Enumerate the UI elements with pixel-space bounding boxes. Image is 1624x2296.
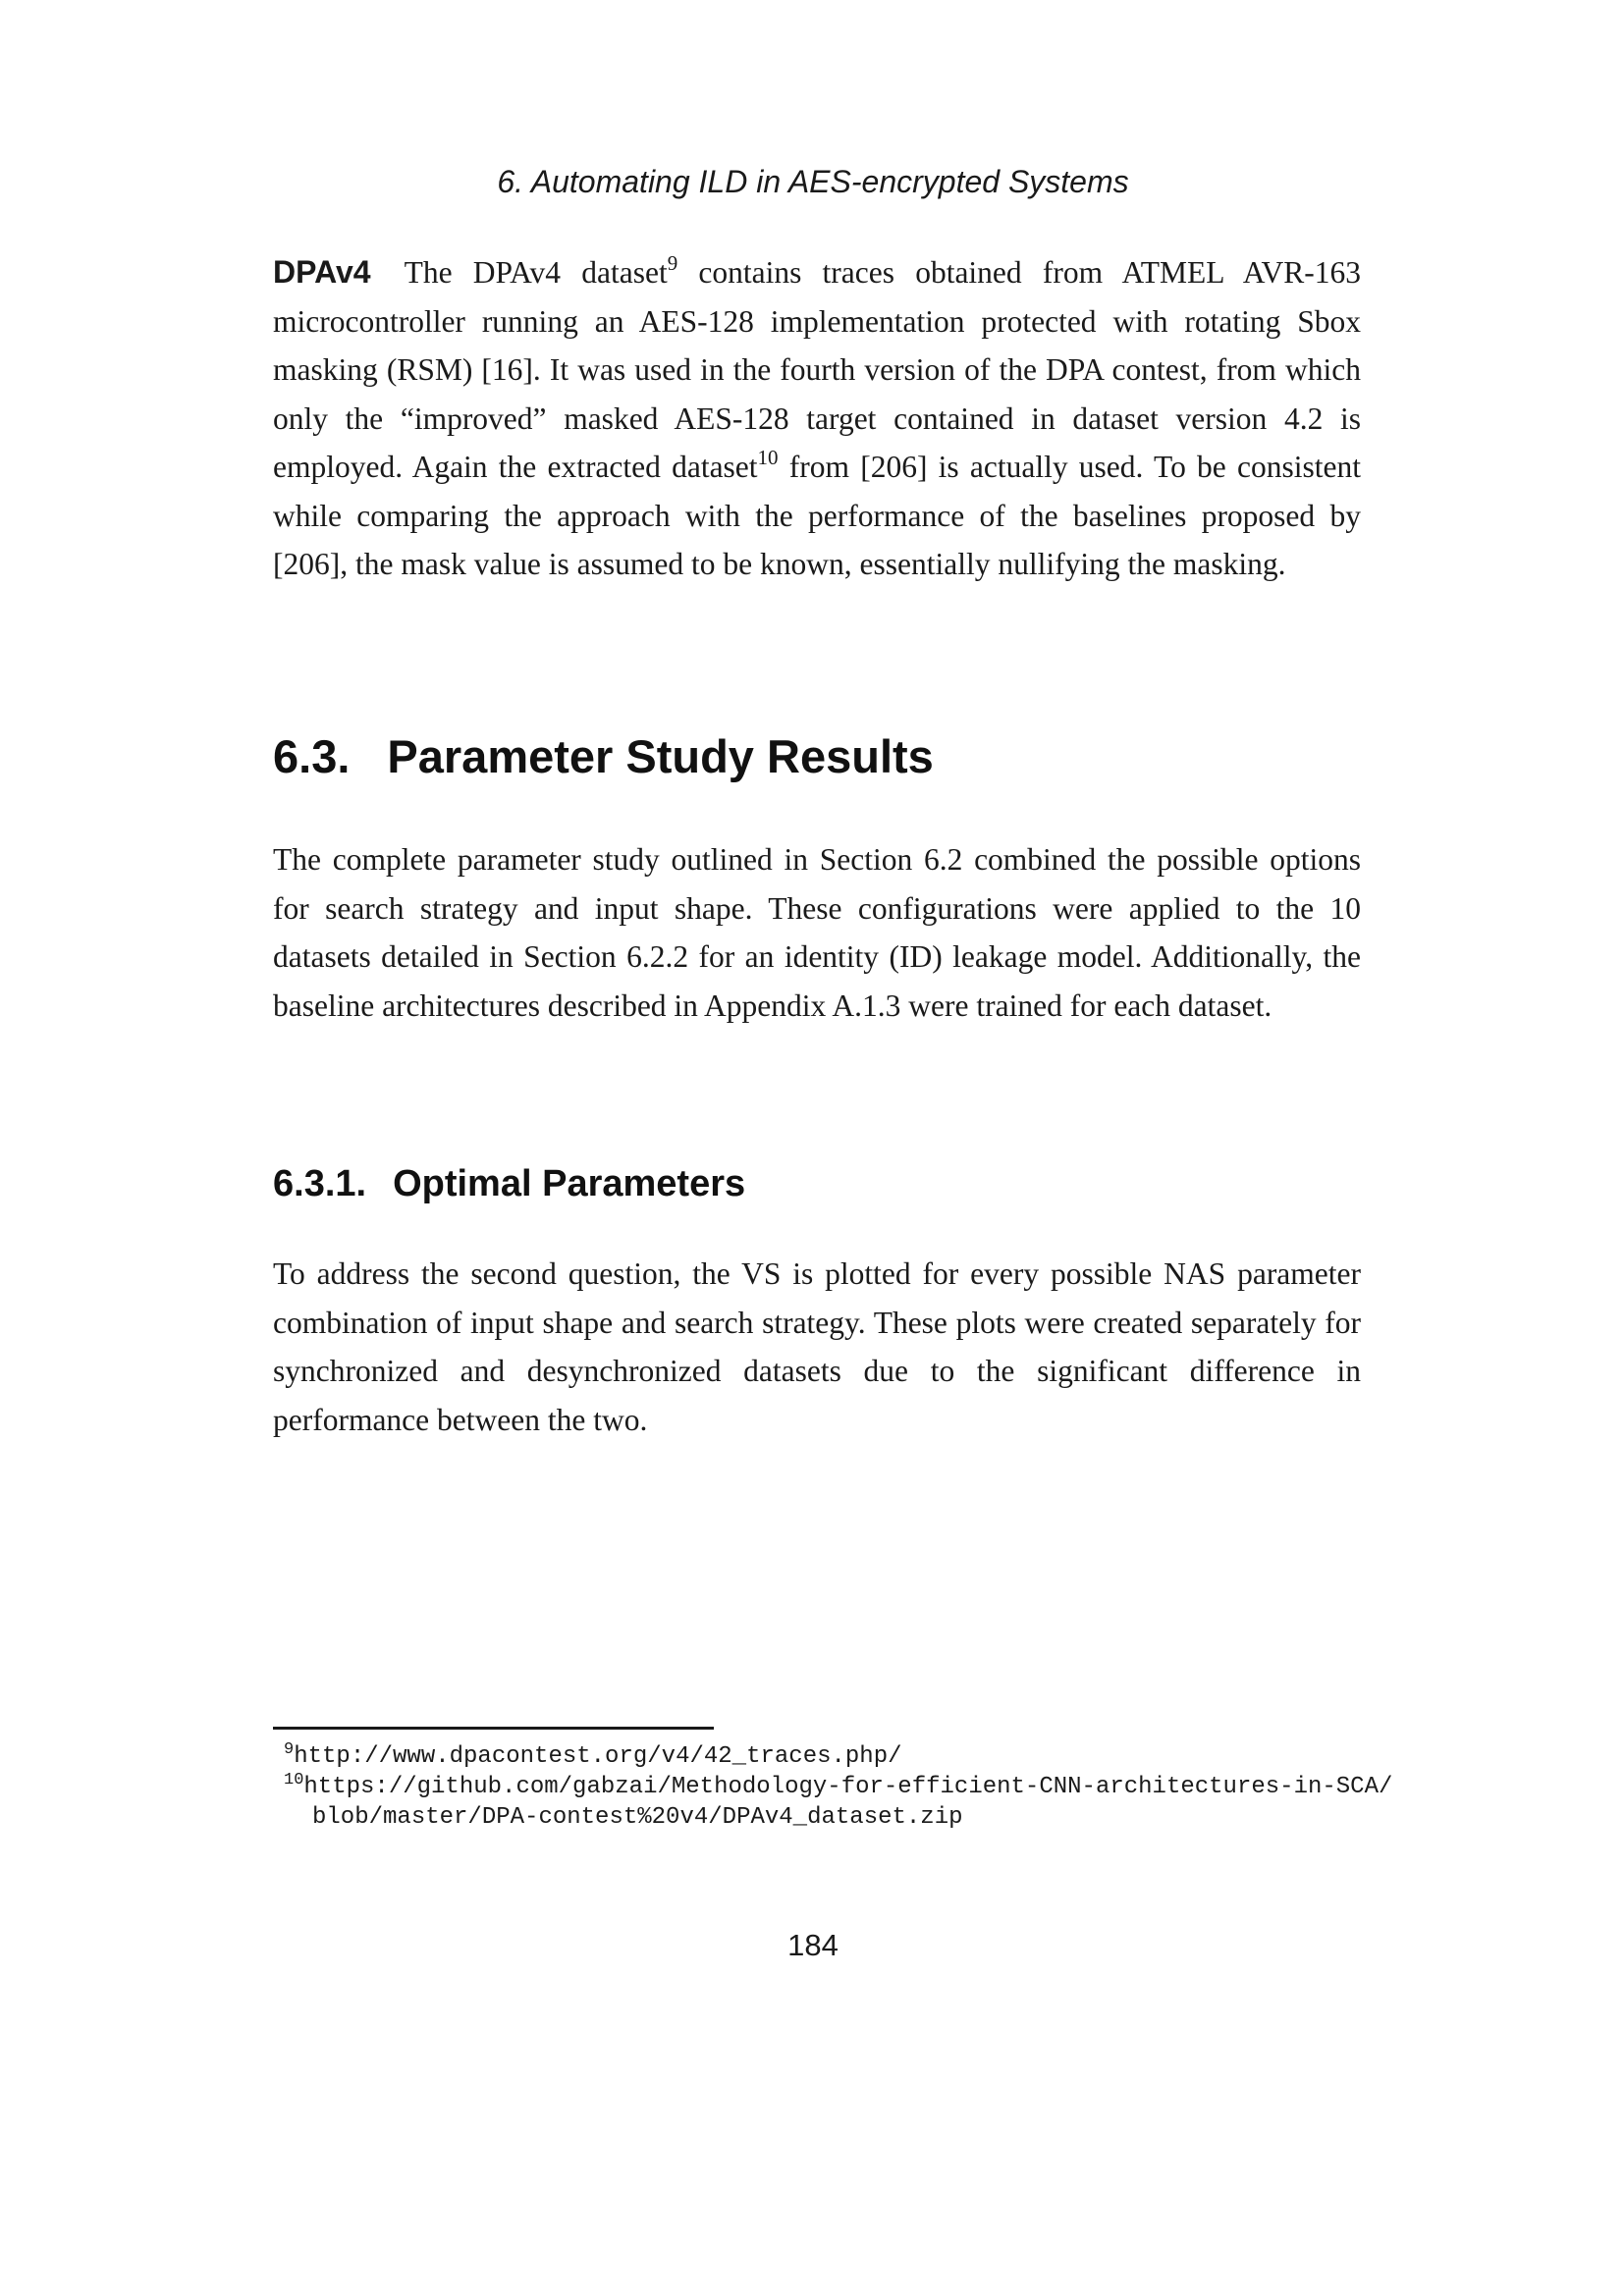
section-heading-6-3 [273, 732, 934, 781]
footnote-10-url-line2[interactable]: blob/master/DPA-contest%20v4/DPAv4_dataset.zip [312, 1804, 963, 1831]
footnote-ref-9: 9 [667, 251, 678, 275]
paragraph-text: contains traces obtained from ATMEL AVR-163 microcontroller running an AES-128 implementation protected with rotating Sbox masking (RSM) [16]. It was used in the fourth version of the DPA contest, from which only the “improved” masked AES-128 target contained in dataset version 4.2 is employed. Again the extracted dataset [273, 255, 1361, 484]
paragraph-text: from [206] is actually used. To be consistent while comparing the approach with the performance of the baselines proposed by [206], the mask value is assumed to be known, essentially nullifying the masking. [273, 450, 1361, 581]
section-number: 6.3. [273, 730, 351, 782]
footnote-10-marker: 10 [284, 1771, 304, 1789]
paragraph-optimal-parameters-intro: To address the second question, the VS is plotted for every possible NAS parameter combination of input shape and search strategy. These plots were created separately for synchronized and desynchronized datasets due to the significant difference in performance between the two. [273, 1256, 1361, 1437]
paragraph-section-intro: The complete parameter study outlined in Section 6.2 combined the possible options for search strategy and input shape. These configurations were applied to the 10 datasets detailed in Section 6.2.2 for an identity (ID) leakage model. Additionally, the baseline architectures described in Appendix A.1.3 were trained for each dataset. [273, 842, 1361, 1023]
footnote-9 [273, 1741, 1471, 1772]
page-number: 184 [787, 1928, 839, 1962]
footnote-10 [273, 1772, 1471, 1802]
footnote-9-marker: 9 [284, 1740, 295, 1759]
subsection-heading-6-3-1 [273, 1163, 745, 1204]
subsection-title: Optimal Parameters [393, 1163, 746, 1204]
section-title: Parameter Study Results [387, 730, 934, 782]
footnote-rule [273, 1727, 714, 1730]
subsection-number: 6.3.1. [273, 1163, 367, 1204]
footnotes [273, 1741, 1471, 1833]
footnote-9-url[interactable]: http://www.dpacontest.org/v4/42_traces.php/ [294, 1743, 902, 1770]
footnote-10-continuation [273, 1802, 1471, 1833]
paragraph-dpav4 [273, 248, 1361, 589]
running-header: 6. Automating ILD in AES-encrypted Systems [497, 164, 1129, 199]
footnote-ref-10: 10 [757, 446, 779, 469]
dpav4-run-in-heading: DPAv4 [273, 254, 371, 290]
paragraph-text: The DPAv4 dataset [404, 255, 668, 290]
footnote-10-url-line1[interactable]: https://github.com/gabzai/Methodology-for-efficient-CNN-architectures-in-SCA/ [303, 1774, 1393, 1800]
